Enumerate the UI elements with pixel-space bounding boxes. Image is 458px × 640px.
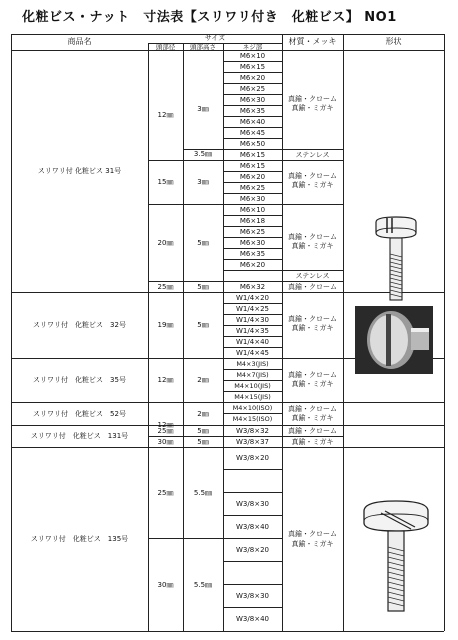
dimension-table	[11, 34, 444, 632]
product-name: スリワリ付 化粧ビス 31号	[37, 167, 122, 175]
thread-value: M6×45	[239, 129, 266, 137]
product-name: スリワリ付 化粧ビス 32号	[33, 321, 126, 329]
thread-row-line	[223, 105, 282, 106]
material-polish: 真鍮・ミガキ	[291, 181, 334, 189]
thread-row-line	[223, 171, 282, 172]
thread-row-line	[223, 413, 282, 414]
thread-row-line	[223, 391, 282, 392]
thread-row-line	[223, 83, 282, 84]
material-polish: 真鍮・ミガキ	[291, 104, 334, 112]
page-title: 化粧ビス・ナット 寸法表【スリワリ付き 化粧ビス】 NO1	[22, 10, 397, 25]
thread-value: W3/8×40	[236, 523, 269, 531]
head-dia-value: 25㎜	[157, 283, 174, 291]
material-polish: 真鍮・ミガキ	[291, 414, 334, 422]
material-chrome: 真鍮・クローム	[288, 530, 337, 538]
thread-value: M6×25	[239, 85, 266, 93]
thread-value: M6×10	[239, 206, 266, 214]
thread-value: M6×10	[239, 52, 266, 60]
thread-value: W1/4×40	[236, 338, 269, 346]
thread-value: W1/4×30	[236, 316, 269, 324]
head-height-value: 5㎜	[197, 438, 209, 446]
thread-row-line	[223, 336, 282, 337]
thread-row-line	[223, 259, 282, 260]
thread-value: M6×50	[239, 140, 266, 148]
chrome-screw-photo	[355, 306, 433, 374]
thread-value: M6×30	[239, 195, 266, 203]
thread-value: W3/8×32	[236, 427, 269, 435]
column-line	[148, 43, 149, 631]
product-name: スリワリ付 化粧ビス 52号	[33, 410, 126, 418]
thread-row-line	[223, 94, 282, 95]
group-line	[148, 204, 343, 205]
thread-row-line	[223, 347, 282, 348]
material-chrome: 真鍮・クローム	[288, 283, 337, 291]
head-dia-value: 12㎜	[157, 421, 174, 429]
section-line	[11, 402, 444, 403]
group-line	[148, 538, 282, 539]
thread-row-line	[223, 215, 282, 216]
thread-row-line	[223, 380, 282, 381]
thread-value: W3/8×30	[236, 500, 269, 508]
thread-value: M4×7(JIS)	[236, 371, 269, 379]
thread-value: M6×30	[239, 239, 266, 247]
thread-row-line	[223, 127, 282, 128]
thread-row-line	[223, 182, 282, 183]
head-dia-value: 30㎜	[157, 438, 174, 446]
thread-row-line	[223, 325, 282, 326]
thread-row-line	[223, 303, 282, 304]
head-height-value: 5㎜	[197, 427, 209, 435]
section-line	[11, 447, 444, 448]
header-head-dia: 頭部径	[155, 43, 176, 51]
head-height-value: 3㎜	[197, 178, 209, 186]
column-line	[183, 43, 184, 631]
header-thread: ネジ部	[242, 43, 263, 51]
section-line	[11, 425, 444, 426]
thread-value: W3/8×20	[236, 546, 269, 554]
thread-row-line	[223, 369, 282, 370]
material-polish: 真鍮・ミガキ	[291, 242, 334, 250]
head-dia-value: 15㎜	[157, 178, 174, 186]
material-chrome: 真鍮・クローム	[288, 233, 337, 241]
thread-row-line	[223, 314, 282, 315]
thread-row-line	[223, 469, 282, 470]
thread-row-line	[223, 515, 282, 516]
header-material: 材質・メッキ	[288, 37, 337, 46]
head-height-value: 5.5㎜	[193, 489, 213, 497]
thread-row-line	[223, 61, 282, 62]
material-chrome: 真鍮・クローム	[288, 427, 337, 435]
material-polish: 真鍮・ミガキ	[291, 540, 334, 548]
material-chrome: 真鍮・クローム	[288, 95, 337, 103]
thread-value: W3/8×37	[236, 438, 269, 446]
material-chrome: 真鍮・クローム	[288, 315, 337, 323]
table-border-bottom	[11, 631, 444, 632]
material-polish: 真鍮・ミガキ	[291, 324, 334, 332]
thread-value: W1/4×20	[236, 294, 269, 302]
thread-value: M6×15	[239, 63, 266, 71]
thread-row-line	[223, 561, 282, 562]
material-stainless: ステンレス	[295, 272, 330, 280]
material-chrome: 真鍮・クローム	[288, 371, 337, 379]
product-name: スリワリ付 化粧ビス 131号	[30, 432, 129, 440]
head-dia-value: 25㎜	[157, 489, 174, 497]
thread-row-line	[223, 226, 282, 227]
thread-value: W1/4×35	[236, 327, 269, 335]
thread-value: M4×15(ISO)	[232, 415, 273, 423]
header-product: 商品名	[67, 37, 92, 46]
column-line	[343, 34, 344, 631]
head-height-value: 5㎜	[197, 239, 209, 247]
head-dia-value: 30㎜	[157, 581, 174, 589]
thread-value: M4×3(JIS)	[236, 360, 269, 368]
thread-value: W1/4×45	[236, 349, 269, 357]
thread-value: M6×25	[239, 184, 266, 192]
header-head-height: 頭部高さ	[190, 43, 216, 51]
header-size: サイズ	[204, 34, 226, 42]
thread-value: M4×10(ISO)	[232, 404, 273, 412]
head-height-value: 2㎜	[197, 410, 209, 418]
material-chrome: 真鍮・クローム	[288, 172, 337, 180]
thread-row-line	[223, 492, 282, 493]
screw-illustration	[361, 489, 431, 614]
head-height-value: 5.5㎜	[193, 581, 213, 589]
thread-value: M6×15	[239, 162, 266, 170]
thread-value: W3/8×40	[236, 615, 269, 623]
thread-value: M6×20	[239, 261, 266, 269]
thread-row-line	[223, 237, 282, 238]
thread-row-line	[223, 116, 282, 117]
header-shape: 形状	[385, 37, 402, 46]
thread-value: W3/8×20	[236, 454, 269, 462]
thread-value: M6×18	[239, 217, 266, 225]
product-name: スリワリ付 化粧ビス 135号	[30, 535, 129, 543]
head-dia-value: 20㎜	[157, 239, 174, 247]
thread-value: M4×10(JIS)	[234, 382, 271, 390]
group-line	[148, 160, 343, 161]
thread-row-line	[223, 138, 282, 139]
thread-value: M6×35	[239, 107, 266, 115]
head-dia-value: 12㎜	[157, 111, 174, 119]
head-height-value: 2㎜	[197, 376, 209, 384]
material-polish: 真鍮・ミガキ	[291, 380, 334, 388]
table-border-right	[444, 34, 445, 631]
thread-value: M6×30	[239, 96, 266, 104]
material-polish: 真鍮・ミガキ	[291, 438, 334, 446]
thread-value: W1/4×25	[236, 305, 269, 313]
thread-value: W3/8×30	[236, 592, 269, 600]
thread-value: M6×15	[239, 151, 266, 159]
thread-value: M6×20	[239, 173, 266, 181]
product-name: スリワリ付 化粧ビス 35号	[33, 376, 126, 384]
screw-illustration	[373, 214, 419, 304]
row-line	[148, 436, 343, 437]
thread-row-line	[223, 248, 282, 249]
thread-row-line	[223, 584, 282, 585]
thread-value: M6×35	[239, 250, 266, 258]
material-stainless: ステンレス	[295, 151, 330, 159]
head-dia-value: 25㎜	[157, 427, 174, 435]
thread-value: M6×25	[239, 228, 266, 236]
thread-value: M4×15(JIS)	[234, 393, 271, 401]
thread-row-line	[223, 72, 282, 73]
thread-value: M6×20	[239, 74, 266, 82]
thread-row-line	[223, 193, 282, 194]
thread-row-line	[223, 607, 282, 608]
head-height-value: 5㎜	[197, 283, 209, 291]
material-chrome: 真鍮・クローム	[288, 405, 337, 413]
row-line	[223, 270, 343, 271]
group-line	[148, 281, 343, 282]
thread-value: M6×40	[239, 118, 266, 126]
head-height-value: 3㎜	[197, 105, 209, 113]
head-height-value: 5㎜	[197, 321, 209, 329]
head-height-value: 3.5㎜	[193, 150, 213, 158]
head-dia-value: 19㎜	[157, 321, 174, 329]
thread-value: M6×32	[239, 283, 266, 291]
head-dia-value: 12㎜	[157, 376, 174, 384]
